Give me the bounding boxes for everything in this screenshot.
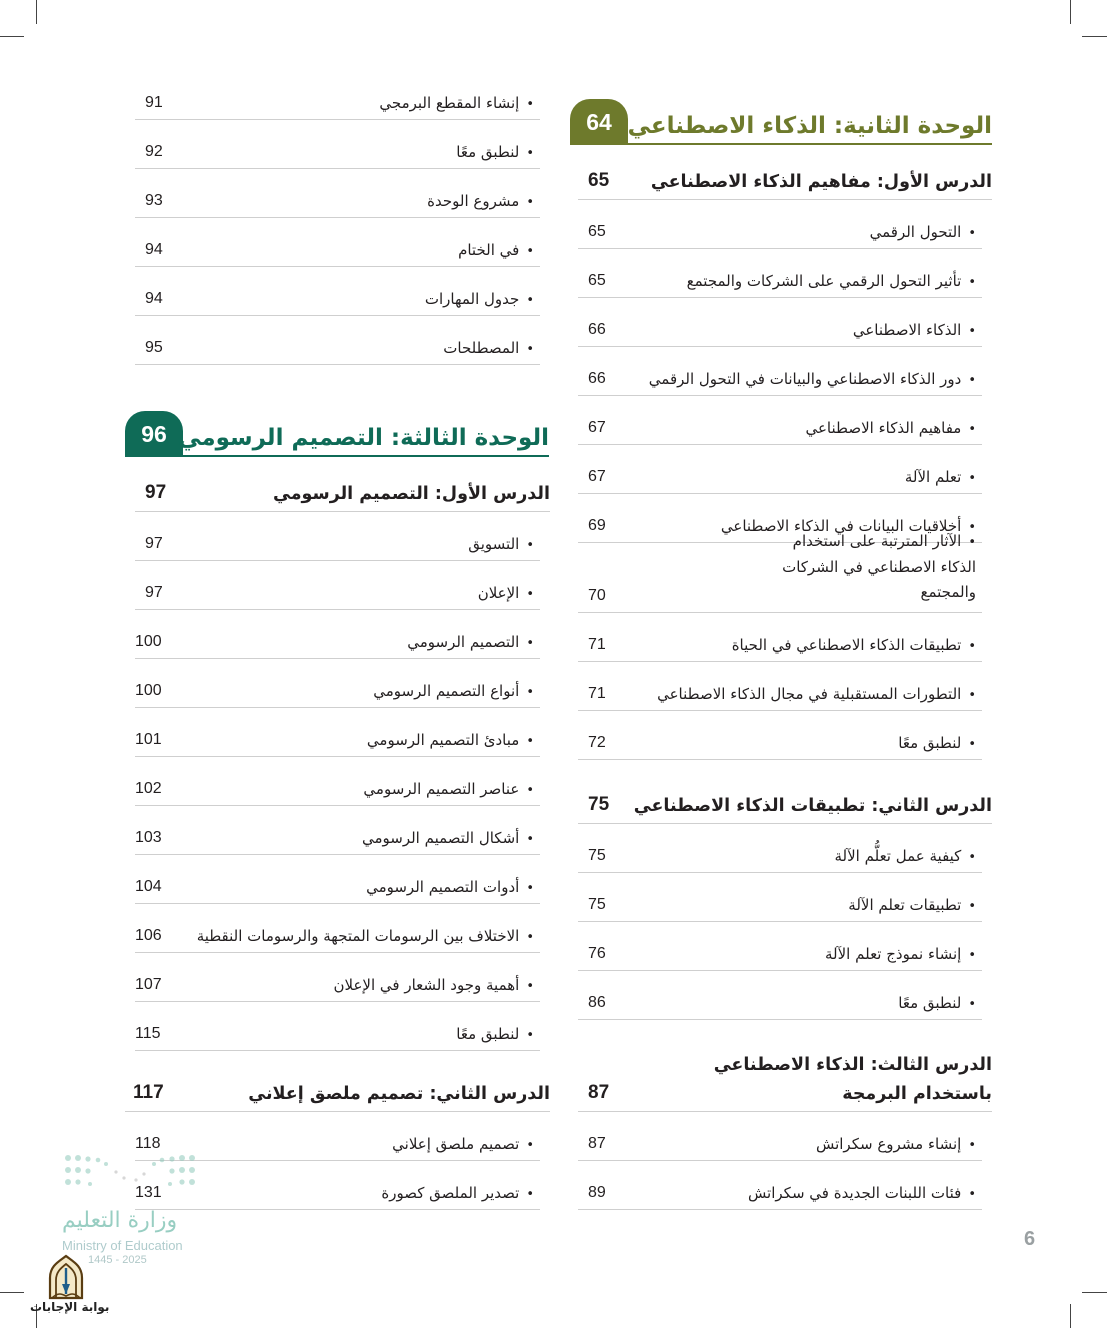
toc-item-label: • الذكاء الاصطناعي [853,321,976,339]
toc-item-label: • لنطبق معًا [898,734,976,752]
toc-item-label: • أهمية وجود الشعار في الإعلان [334,976,535,994]
toc-item-row[interactable] [578,449,982,494]
page-number: 86 [588,994,606,1011]
crop-mark [1082,36,1107,37]
toc-item-label: • دور الذكاء الاصطناعي والبيانات في التحول الرقمي [649,370,976,388]
toc-item-label: • عناصر التصميم الرسومي [363,780,534,798]
toc-item-label: • لنطبق معًا [456,1025,534,1043]
toc-lesson-row[interactable] [135,467,550,512]
toc-item-row[interactable] [135,222,540,267]
page-number: 97 [145,584,163,601]
crop-mark [1082,1292,1107,1293]
toc-lesson-row[interactable] [578,155,992,200]
page-number: 66 [588,321,606,338]
lesson-title: الدرس الأول: التصميم الرسومي [272,484,550,504]
toc-item-row[interactable] [135,75,540,120]
page-number: 75 [588,847,606,864]
toc-item-label: • لنطبق معًا [456,143,534,161]
crop-mark [1070,0,1071,24]
page-number: 93 [145,192,163,209]
toc-item-row[interactable] [578,617,982,662]
toc-item-row[interactable] [578,351,982,396]
page-number: 117 [133,1082,164,1103]
crop-mark [36,0,37,24]
toc-item-label: • التصميم الرسومي [407,633,534,651]
toc-item-row[interactable] [135,712,540,757]
crop-mark [1070,1304,1071,1328]
toc-item-label: • التطورات المستقبلية في مجال الذكاء الاصطناعي [657,685,976,703]
toc-item-label: • جدول المهارات [425,290,534,308]
lesson-title: الدرس الثاني: تصميم ملصق إعلاني [248,1084,550,1104]
page-number: 69 [588,517,606,534]
unit-title: الوحدة الثانية: الذكاء الاصطناعي [627,113,992,139]
toc-lesson-row[interactable] [578,1027,992,1112]
toc-item-row[interactable] [135,663,540,708]
toc-item-label: • التحول الرقمي [870,223,976,241]
page-number: 76 [588,945,606,962]
toc-item-row[interactable] [578,926,982,971]
toc-item-label: • أخلاقيات البيانات في الذكاء الاصطناعي [721,517,976,535]
toc-item-row[interactable] [135,957,540,1002]
page-number-footer: 6 [1024,1228,1036,1250]
toc-item-row[interactable] [135,614,540,659]
page-number: 103 [135,829,162,846]
page-number: 131 [135,1184,162,1201]
toc-item-label: • تطبيقات تعلم الآلة [848,896,976,914]
lesson-title: الدرس الأول: مفاهيم الذكاء الاصطناعي [650,172,992,192]
ministry-name-arabic: وزارة التعليم [62,1208,178,1233]
toc-lesson-row[interactable] [578,779,992,824]
toc-item-label: • الإعلان [478,584,534,602]
crop-mark [0,36,24,37]
toc-item-label: • مبادئ التصميم الرسومي [367,731,534,749]
toc-item-row[interactable] [135,1006,540,1051]
page-number: 75 [588,896,606,913]
watermark-brand[interactable] [28,1252,108,1322]
toc-item-row[interactable] [578,666,982,711]
page-number: 94 [145,290,163,307]
toc-item-label: • التسويق [468,535,534,553]
toc-item-label: • تطبيقات الذكاء الاصطناعي في الحياة [732,636,976,654]
book-pen-emblem-icon [44,1254,88,1302]
toc-item-label: • لنطبق معًا [898,994,976,1012]
lesson-title-line2: باستخدام البرمجة [842,1084,992,1104]
page-number: 106 [135,927,162,944]
page-number: 94 [145,241,163,258]
unit-2-continued-entries [125,75,550,375]
page-number: 71 [588,685,606,702]
toc-item-label: • في الختام [458,241,534,259]
page-number: 65 [588,170,610,191]
toc-item-label: • المصطلحات [443,339,534,357]
toc-item-row[interactable] [578,975,982,1020]
toc-item-label: • إنشاء المقطع البرمجي [379,94,534,112]
toc-item-row[interactable] [578,1165,982,1210]
toc-item-row[interactable] [578,302,982,347]
page-number: 118 [135,1135,161,1152]
toc-item-row[interactable] [578,1116,982,1161]
page-number: 89 [588,1184,606,1201]
toc-item-row[interactable] [578,877,982,922]
toc-item-row[interactable] [135,859,540,904]
page-number: 95 [145,339,163,356]
toc-item-label: • أشكال التصميم الرسومي [362,829,534,847]
toc-item-label: • إنشاء مشروع سكراتش [816,1135,976,1153]
toc-item-row[interactable] [135,516,540,561]
toc-item-row[interactable] [135,271,540,316]
page-number: 66 [588,370,606,387]
toc-item-row[interactable] [578,828,982,873]
page-number: 104 [135,878,162,895]
unit-rule [570,143,992,145]
toc-column-left [125,75,550,1215]
page-number: 97 [145,482,167,503]
page-number: 92 [145,143,163,160]
unit-title: الوحدة الثالثة: التصميم الرسومي [178,425,549,451]
lesson-title-line1: الدرس الثالث: الذكاء الاصطناعي [713,1055,992,1075]
toc-item-row[interactable] [578,715,982,760]
page-number: 87 [588,1135,606,1152]
toc-item-label: • مشروع الوحدة [427,192,534,210]
page-number: 100 [135,682,162,699]
unit-2-entries [578,155,992,1202]
page-number: 67 [588,468,606,485]
page-number: 102 [135,780,162,797]
toc-item-row[interactable] [135,320,540,365]
toc-item-row[interactable] [135,124,540,169]
page-number: 97 [145,535,163,552]
page-number: 101 [135,731,162,748]
toc-item-label: • تعلم الآلة [905,468,976,486]
page-number: 70 [588,587,606,604]
page-number: 100 [135,633,162,650]
toc-item-row[interactable] [578,400,982,445]
toc-item-label: • إنشاء نموذج تعلم الآلة [825,945,976,963]
toc-item-row[interactable] [135,565,540,610]
unit-page-badge: 64 [570,99,628,145]
toc-item-row[interactable] [135,908,540,953]
page-number: 115 [135,1025,161,1042]
unit-page-badge: 96 [125,411,183,457]
unit-3-heading [125,409,549,457]
toc-item-label: • أدوات التصميم الرسومي [366,878,534,896]
toc-item-label: • كيفية عمل تعلُّم الآلة [835,847,976,865]
toc-item-label: • تصميم ملصق إعلاني [392,1135,534,1153]
page-number: 71 [588,636,606,653]
toc-item-row[interactable] [135,173,540,218]
page-number: 75 [588,794,610,815]
unit-3-entries [125,467,550,1215]
toc-item-label: • أنواع التصميم الرسومي [373,682,534,700]
ministry-name-english: Ministry of Education [62,1238,183,1253]
toc-lesson-row[interactable] [125,1067,550,1112]
toc-item-label: • الاختلاف بين الرسومات المتجهة والرسومات النقطية [197,927,534,945]
toc-item-row[interactable] [578,253,982,298]
page-number: 72 [588,734,606,751]
toc-item-row[interactable] [135,810,540,855]
page-number: 87 [588,1082,610,1103]
toc-item-label: • تأثير التحول الرقمي على الشركات والمجتمع [687,272,976,290]
unit-2-heading [570,97,992,145]
ministry-years: 1445 - 2025 [88,1254,147,1266]
unit-rule [125,455,549,457]
toc-item-row[interactable] [578,532,982,613]
page-number: 65 [588,272,606,289]
toc-item-label: • فئات اللبنات الجديدة في سكراتش [748,1184,976,1202]
page-number: 107 [135,976,162,993]
toc-item-row[interactable] [135,761,540,806]
toc-item-row[interactable] [578,204,982,249]
toc-column-right [570,95,992,1215]
toc-item-label: • تصدير الملصق كصورة [381,1184,534,1202]
page-number: 91 [145,94,163,111]
crop-mark [0,1292,24,1293]
page-number: 67 [588,419,606,436]
watermark-text: بوابة الإجابات [30,1300,110,1314]
toc-item-label: • مفاهيم الذكاء الاصطناعي [805,419,976,437]
lesson-title: الدرس الثاني: تطبيقات الذكاء الاصطناعي [633,796,992,816]
dots-pattern-icon [60,1150,200,1196]
toc-item-label: • الآثار المترتبة على استخدام الذكاء الاصطناعي في الشركات والمجتمع [756,529,976,605]
page-number: 65 [588,223,606,240]
